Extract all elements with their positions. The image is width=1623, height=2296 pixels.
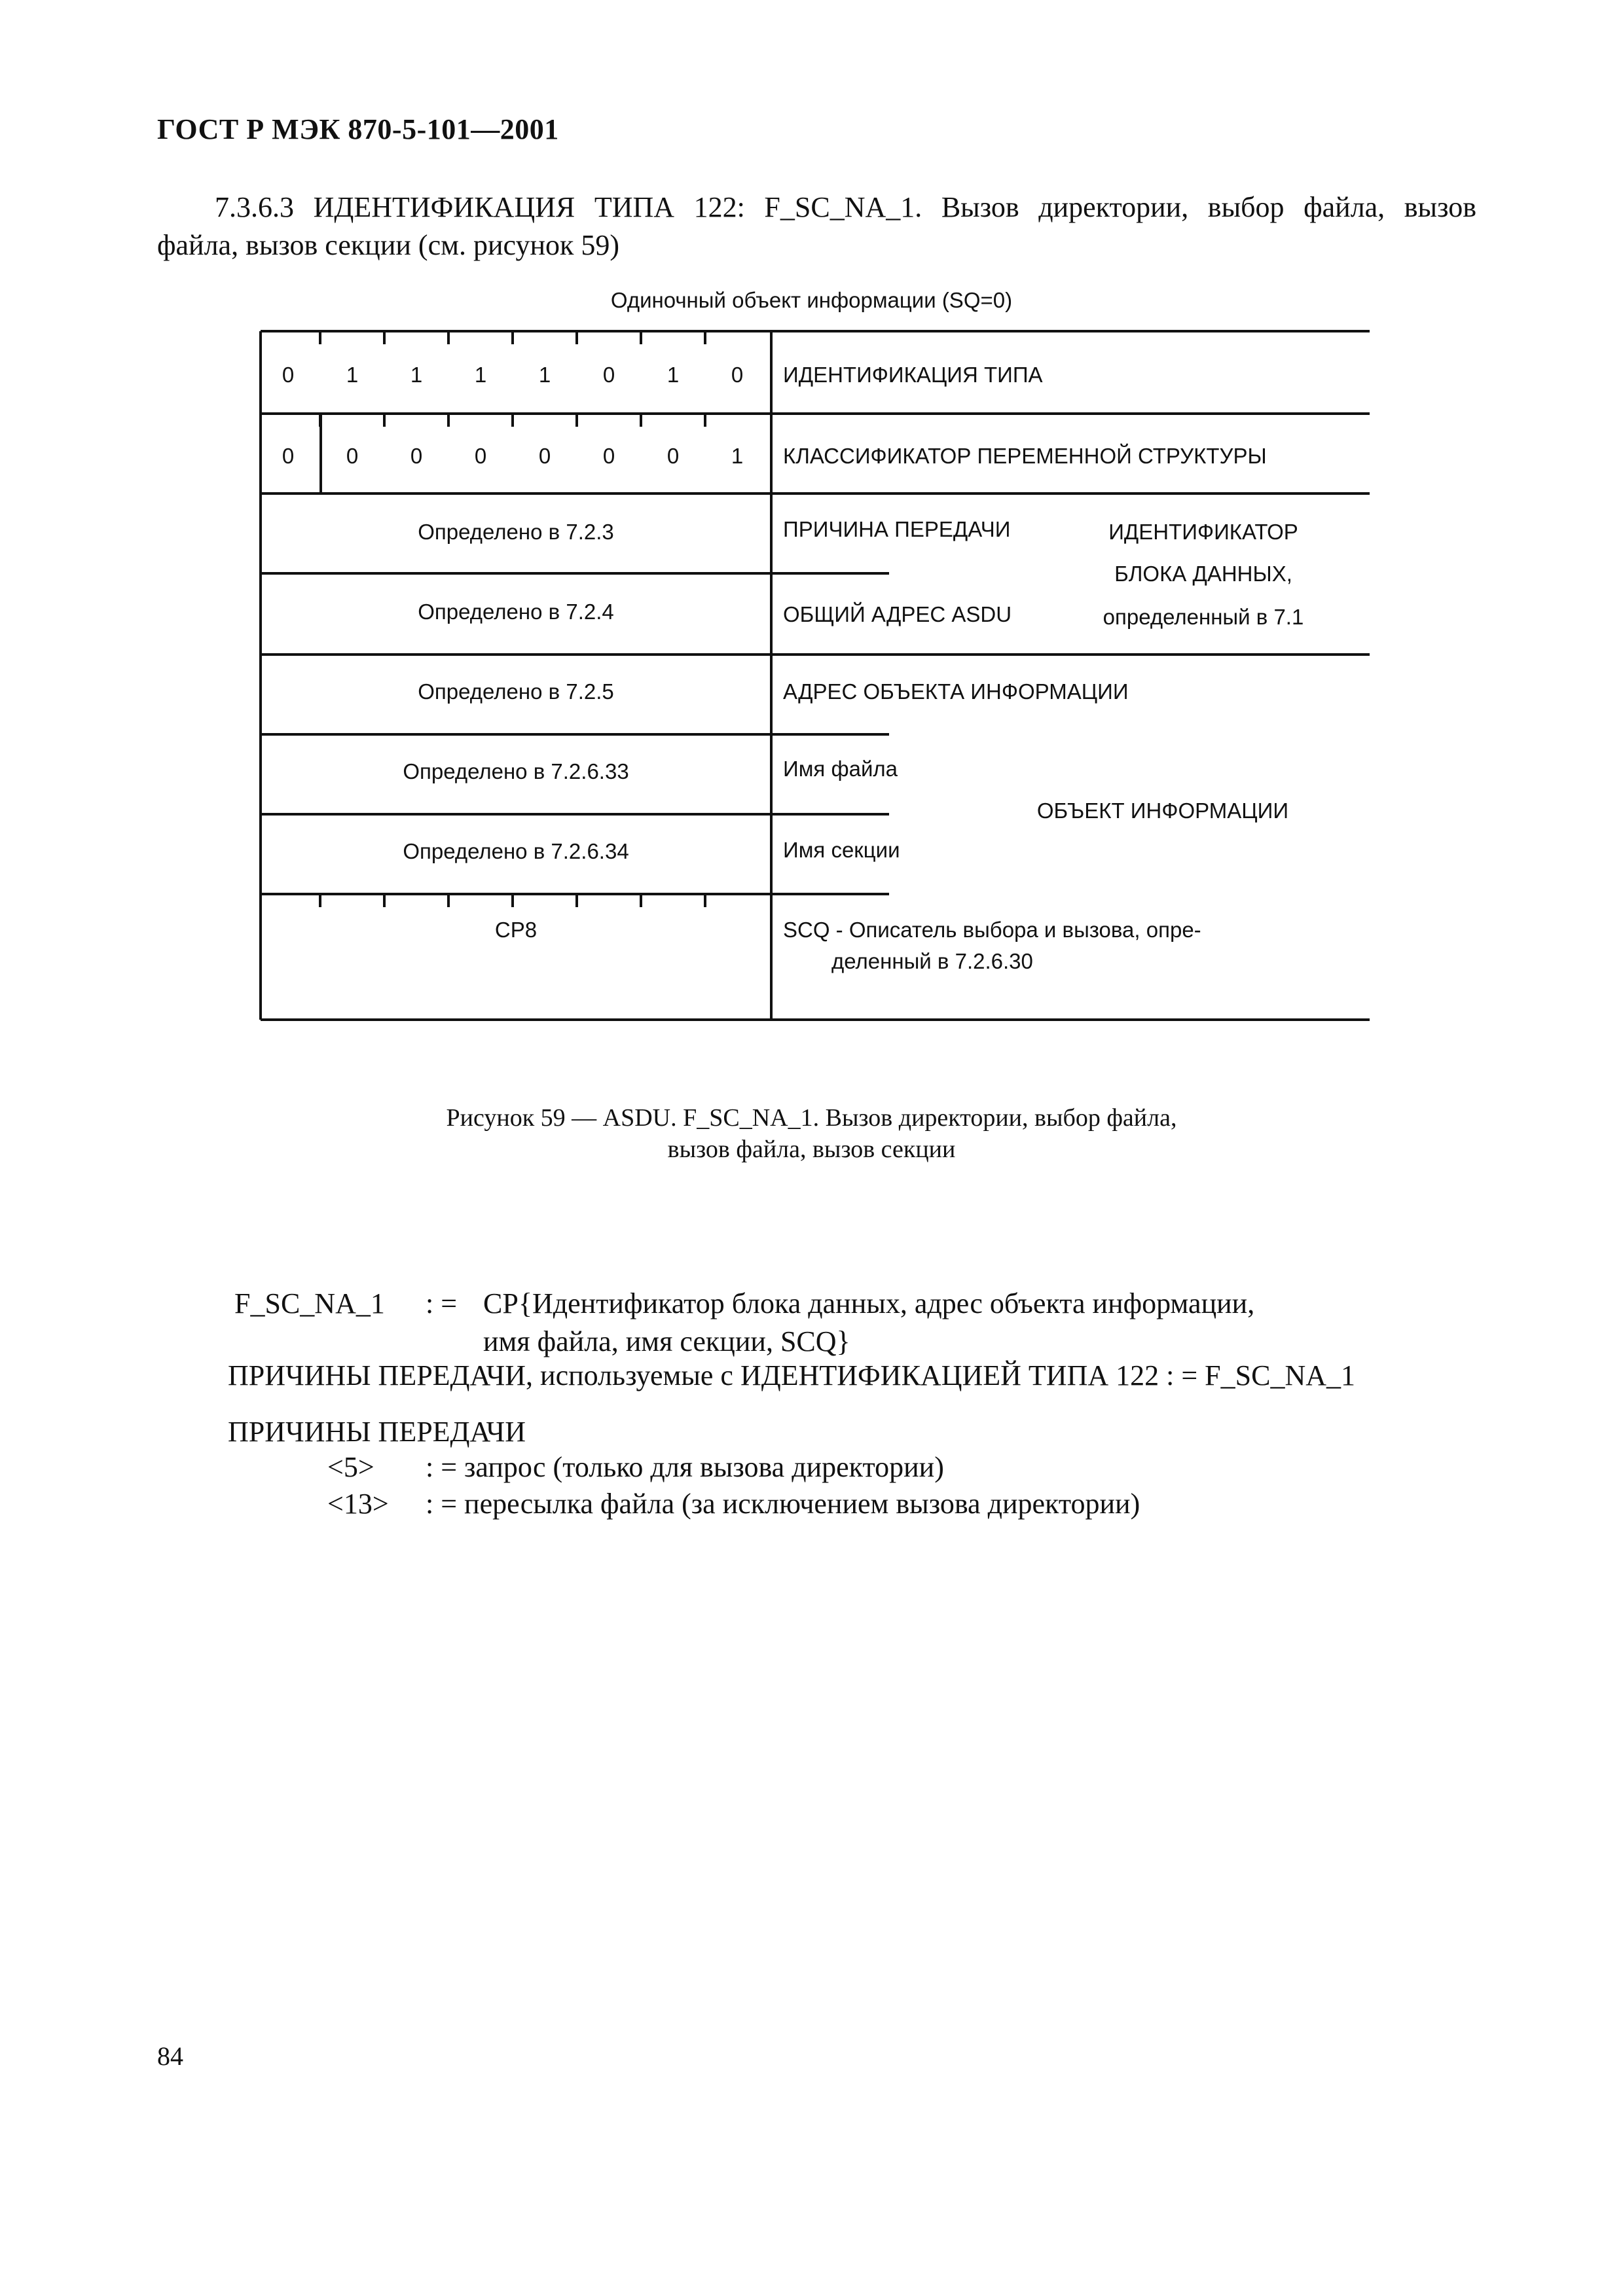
row-common-address-definition: Определено в 7.2.4 [418, 600, 614, 624]
file-name-label: Имя файла [783, 757, 898, 781]
definition-assign: : = [426, 1287, 458, 1319]
data-unit-id-line1: ИДЕНТИФИКАТОР [1108, 520, 1298, 544]
asdu-diagram [0, 0, 1623, 1047]
data-unit-id-line3: определенный в 7.1 [1103, 605, 1304, 629]
cp8-label: CP8 [494, 918, 538, 942]
definition-line2: имя файла, имя секции, SCQ} [483, 1325, 850, 1357]
definition-line1: CP{Идентификатор блока данных, адрес объекта информации, [483, 1287, 1255, 1319]
type-id-bit-7: 1 [346, 363, 359, 387]
cause-text-request: : = запрос (только для вызова директории) [426, 1451, 944, 1483]
information-object-label: ОБЪЕКТ ИНФОРМАЦИИ [1036, 798, 1289, 823]
diagram-title: Одиночный объект информации (SQ=0) [610, 288, 1013, 312]
row-file-name-definition: Определено в 7.2.6.33 [403, 759, 629, 783]
ioa-label: АДРЕС ОБЪЕКТА ИНФОРМАЦИИ [783, 679, 1129, 704]
vsq-bit-2: 0 [666, 444, 680, 468]
vsq-bit-1: 1 [731, 444, 744, 468]
vsq-bit-3: 0 [602, 444, 615, 468]
row-section-name-definition: Определено в 7.2.6.34 [403, 839, 629, 863]
common-address-label: ОБЩИЙ АДРЕС ASDU [783, 602, 1012, 626]
type-id-label: ИДЕНТИФИКАЦИЯ ТИПА [783, 363, 1043, 387]
type-id-bit-8: 0 [282, 363, 295, 387]
row-ioa-definition: Определено в 7.2.5 [418, 679, 614, 704]
cause-text-file-transfer: : = пересылка файла (за исключением вызова директории) [426, 1488, 1140, 1520]
causes-heading: ПРИЧИНЫ ПЕРЕДАЧИ [228, 1416, 526, 1448]
data-unit-id-line2: БЛОКА ДАННЫХ, [1114, 562, 1292, 586]
section-name-label: Имя секции [783, 838, 900, 862]
type-id-bit-6: 1 [410, 363, 423, 387]
vsq-bit-6: 0 [410, 444, 423, 468]
page-number: 84 [157, 2041, 183, 2071]
scq-label-line1: SCQ - Описатель выбора и вызова, опре- [783, 918, 1201, 942]
row-cot-definition: Определено в 7.2.3 [418, 520, 614, 544]
type-id-bit-2: 1 [666, 363, 680, 387]
vsq-bit-4: 0 [538, 444, 551, 468]
figure-caption-line2: вызов файла, вызов секции [667, 1136, 956, 1163]
type-id-bit-3: 0 [602, 363, 615, 387]
document-header: ГОСТ Р МЭК 870-5-101—2001 [157, 113, 559, 145]
causes-usage-line: ПРИЧИНЫ ПЕРЕДАЧИ, используемые с ИДЕНТИФИКАЦИЕЙ ТИПА 122 : = F_SC_NA_1 [228, 1359, 1355, 1391]
type-id-bit-1: 0 [731, 363, 744, 387]
cause-of-transmission-label: ПРИЧИНА ПЕРЕДАЧИ [783, 517, 1011, 541]
section-heading-continuation: файла, вызов секции (см. рисунок 59) [157, 229, 620, 261]
cause-code-file-transfer: <13> [327, 1488, 389, 1520]
vsq-bit-7: 0 [346, 444, 359, 468]
vsq-bit-5: 0 [474, 444, 487, 468]
vsq-label: КЛАССИФИКАТОР ПЕРЕМЕННОЙ СТРУКТУРЫ [783, 444, 1267, 468]
section-heading-line: 7.3.6.3 ИДЕНТИФИКАЦИЯ ТИПА 122: F_SC_NA_1. Вызов директории, выбор файла, вызов [215, 191, 1476, 223]
figure-caption-line1: Рисунок 59 — ASDU. F_SC_NA_1. Вызов директории, выбор файла, [446, 1104, 1177, 1132]
type-id-bit-4: 1 [538, 363, 551, 387]
definition-name: F_SC_NA_1 [234, 1287, 385, 1319]
scq-label-line2: деленный в 7.2.6.30 [831, 949, 1033, 973]
cause-code-request: <5> [327, 1451, 374, 1483]
type-id-bit-5: 1 [474, 363, 487, 387]
vsq-bit-8: 0 [282, 444, 295, 468]
